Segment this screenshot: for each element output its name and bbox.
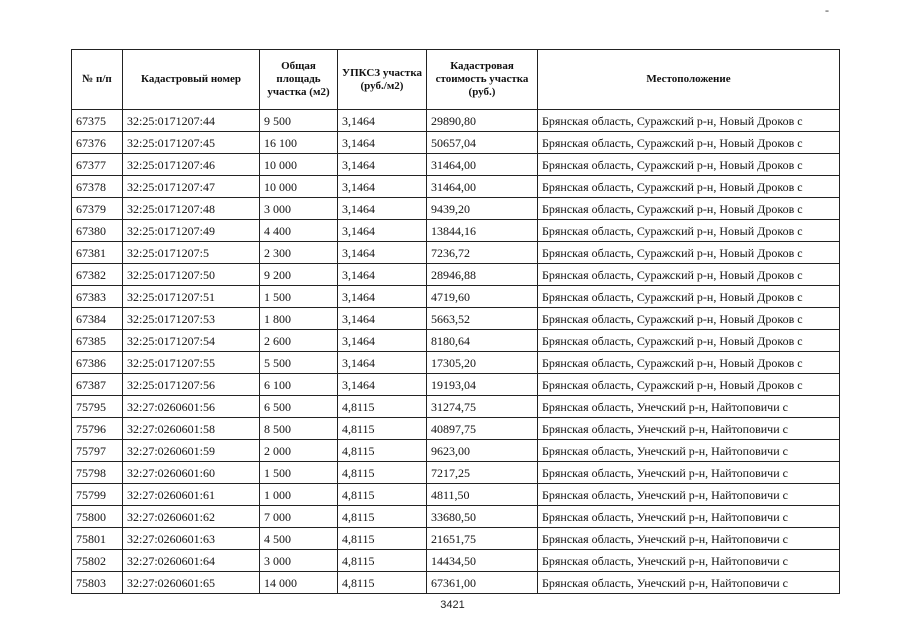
cell-value: 50657,04 xyxy=(427,132,538,154)
cell-cadastral-number: 32:25:0171207:49 xyxy=(123,220,260,242)
cell-upksz: 3,1464 xyxy=(338,308,427,330)
cell-location: Брянская область, Унечский р-н, Найтоповичи с xyxy=(538,572,840,594)
cell-upksz: 3,1464 xyxy=(338,154,427,176)
table-row xyxy=(72,154,840,176)
table-row xyxy=(72,396,840,418)
cell-location: Брянская область, Суражский р-н, Новый Дроков с xyxy=(538,242,840,264)
table-row xyxy=(72,242,840,264)
cell-row-number: 67382 xyxy=(72,264,123,286)
cell-value: 9439,20 xyxy=(427,198,538,220)
cell-row-number: 67384 xyxy=(72,308,123,330)
cell-location: Брянская область, Суражский р-н, Новый Дроков с xyxy=(538,330,840,352)
cell-cadastral-number: 32:25:0171207:45 xyxy=(123,132,260,154)
cell-area: 9 500 xyxy=(260,110,338,132)
cell-row-number: 75801 xyxy=(72,528,123,550)
cell-value: 4811,50 xyxy=(427,484,538,506)
cell-cadastral-number: 32:25:0171207:55 xyxy=(123,352,260,374)
table-row xyxy=(72,352,840,374)
table-row xyxy=(72,330,840,352)
cell-location: Брянская область, Унечский р-н, Найтоповичи с xyxy=(538,506,840,528)
cell-location: Брянская область, Суражский р-н, Новый Дроков с xyxy=(538,308,840,330)
cell-upksz: 4,8115 xyxy=(338,484,427,506)
table-row xyxy=(72,440,840,462)
cell-row-number: 75800 xyxy=(72,506,123,528)
cell-row-number: 67385 xyxy=(72,330,123,352)
table-row xyxy=(72,198,840,220)
cell-cadastral-number: 32:27:0260601:58 xyxy=(123,418,260,440)
cell-upksz: 3,1464 xyxy=(338,132,427,154)
cell-value: 33680,50 xyxy=(427,506,538,528)
cell-area: 10 000 xyxy=(260,176,338,198)
cell-area: 1 800 xyxy=(260,308,338,330)
cell-area: 2 300 xyxy=(260,242,338,264)
cell-location: Брянская область, Унечский р-н, Найтоповичи с xyxy=(538,396,840,418)
cell-value: 14434,50 xyxy=(427,550,538,572)
cell-location: Брянская область, Суражский р-н, Новый Дроков с xyxy=(538,220,840,242)
cell-area: 10 000 xyxy=(260,154,338,176)
cell-location: Брянская область, Суражский р-н, Новый Дроков с xyxy=(538,154,840,176)
cell-value: 4719,60 xyxy=(427,286,538,308)
header-upksz: УПКСЗ участка (руб./м2) xyxy=(338,50,427,110)
cell-area: 1 000 xyxy=(260,484,338,506)
table-row xyxy=(72,374,840,396)
cell-upksz: 3,1464 xyxy=(338,352,427,374)
cell-area: 4 400 xyxy=(260,220,338,242)
cell-row-number: 75796 xyxy=(72,418,123,440)
cell-area: 2 000 xyxy=(260,440,338,462)
cell-area: 8 500 xyxy=(260,418,338,440)
cell-row-number: 75797 xyxy=(72,440,123,462)
cell-cadastral-number: 32:25:0171207:47 xyxy=(123,176,260,198)
cell-row-number: 67387 xyxy=(72,374,123,396)
cell-location: Брянская область, Суражский р-н, Новый Дроков с xyxy=(538,264,840,286)
table-header-row xyxy=(72,50,840,110)
cell-cadastral-number: 32:27:0260601:56 xyxy=(123,396,260,418)
cell-cadastral-number: 32:27:0260601:64 xyxy=(123,550,260,572)
cell-value: 7236,72 xyxy=(427,242,538,264)
cell-upksz: 4,8115 xyxy=(338,440,427,462)
cell-value: 7217,25 xyxy=(427,462,538,484)
cell-upksz: 4,8115 xyxy=(338,572,427,594)
table-row xyxy=(72,264,840,286)
cell-upksz: 3,1464 xyxy=(338,264,427,286)
table-row xyxy=(72,506,840,528)
cell-area: 5 500 xyxy=(260,352,338,374)
table-row xyxy=(72,550,840,572)
cell-row-number: 75802 xyxy=(72,550,123,572)
header-cadastral-number: Кадастровый номер xyxy=(123,50,260,110)
cell-area: 2 600 xyxy=(260,330,338,352)
page-number: 3421 xyxy=(440,599,465,611)
cell-value: 9623,00 xyxy=(427,440,538,462)
cell-upksz: 3,1464 xyxy=(338,374,427,396)
cell-upksz: 3,1464 xyxy=(338,176,427,198)
cell-cadastral-number: 32:25:0171207:46 xyxy=(123,154,260,176)
cell-area: 6 500 xyxy=(260,396,338,418)
cell-cadastral-number: 32:27:0260601:61 xyxy=(123,484,260,506)
cell-area: 1 500 xyxy=(260,462,338,484)
cell-area: 9 200 xyxy=(260,264,338,286)
cell-row-number: 67377 xyxy=(72,154,123,176)
cell-upksz: 4,8115 xyxy=(338,396,427,418)
header-row-number: № п/п xyxy=(72,50,123,110)
cell-row-number: 75798 xyxy=(72,462,123,484)
cell-area: 3 000 xyxy=(260,550,338,572)
cell-upksz: 4,8115 xyxy=(338,462,427,484)
cell-cadastral-number: 32:25:0171207:53 xyxy=(123,308,260,330)
cadastral-value-table xyxy=(71,49,840,594)
cell-upksz: 3,1464 xyxy=(338,110,427,132)
cell-cadastral-number: 32:27:0260601:62 xyxy=(123,506,260,528)
cell-cadastral-number: 32:25:0171207:50 xyxy=(123,264,260,286)
cell-value: 28946,88 xyxy=(427,264,538,286)
cell-upksz: 4,8115 xyxy=(338,550,427,572)
cell-row-number: 67381 xyxy=(72,242,123,264)
cell-upksz: 4,8115 xyxy=(338,506,427,528)
cell-value: 29890,80 xyxy=(427,110,538,132)
corner-mark: - xyxy=(825,3,829,17)
cell-location: Брянская область, Суражский р-н, Новый Дроков с xyxy=(538,198,840,220)
cell-row-number: 75803 xyxy=(72,572,123,594)
cell-location: Брянская область, Унечский р-н, Найтоповичи с xyxy=(538,550,840,572)
cell-row-number: 75795 xyxy=(72,396,123,418)
cell-cadastral-number: 32:27:0260601:60 xyxy=(123,462,260,484)
cell-location: Брянская область, Унечский р-н, Найтоповичи с xyxy=(538,484,840,506)
cell-area: 3 000 xyxy=(260,198,338,220)
cell-cadastral-number: 32:25:0171207:54 xyxy=(123,330,260,352)
cell-location: Брянская область, Суражский р-н, Новый Дроков с xyxy=(538,286,840,308)
cell-area: 1 500 xyxy=(260,286,338,308)
cell-value: 67361,00 xyxy=(427,572,538,594)
cell-row-number: 67375 xyxy=(72,110,123,132)
cell-value: 31274,75 xyxy=(427,396,538,418)
cell-value: 31464,00 xyxy=(427,154,538,176)
header-total-area: Общая площадь участка (м2) xyxy=(260,50,338,110)
cell-cadastral-number: 32:25:0171207:56 xyxy=(123,374,260,396)
cell-area: 6 100 xyxy=(260,374,338,396)
cell-upksz: 3,1464 xyxy=(338,286,427,308)
cell-cadastral-number: 32:25:0171207:5 xyxy=(123,242,260,264)
cell-value: 21651,75 xyxy=(427,528,538,550)
cell-cadastral-number: 32:25:0171207:48 xyxy=(123,198,260,220)
cell-value: 17305,20 xyxy=(427,352,538,374)
cell-cadastral-number: 32:25:0171207:51 xyxy=(123,286,260,308)
cell-cadastral-number: 32:25:0171207:44 xyxy=(123,110,260,132)
table-row xyxy=(72,528,840,550)
cell-value: 13844,16 xyxy=(427,220,538,242)
cell-row-number: 67383 xyxy=(72,286,123,308)
table-row xyxy=(72,462,840,484)
cell-upksz: 3,1464 xyxy=(338,198,427,220)
cell-row-number: 67380 xyxy=(72,220,123,242)
cell-cadastral-number: 32:27:0260601:59 xyxy=(123,440,260,462)
cell-location: Брянская область, Суражский р-н, Новый Дроков с xyxy=(538,352,840,374)
cell-cadastral-number: 32:27:0260601:65 xyxy=(123,572,260,594)
cell-location: Брянская область, Унечский р-н, Найтоповичи с xyxy=(538,418,840,440)
cell-area: 4 500 xyxy=(260,528,338,550)
cell-location: Брянская область, Унечский р-н, Найтоповичи с xyxy=(538,462,840,484)
cell-cadastral-number: 32:27:0260601:63 xyxy=(123,528,260,550)
cell-location: Брянская область, Суражский р-н, Новый Дроков с xyxy=(538,374,840,396)
cell-location: Брянская область, Суражский р-н, Новый Дроков с xyxy=(538,176,840,198)
cell-area: 16 100 xyxy=(260,132,338,154)
cell-value: 31464,00 xyxy=(427,176,538,198)
cell-location: Брянская область, Суражский р-н, Новый Дроков с xyxy=(538,132,840,154)
cell-row-number: 67376 xyxy=(72,132,123,154)
cell-upksz: 3,1464 xyxy=(338,242,427,264)
table-row xyxy=(72,418,840,440)
cell-value: 8180,64 xyxy=(427,330,538,352)
cell-upksz: 3,1464 xyxy=(338,330,427,352)
cell-location: Брянская область, Унечский р-н, Найтоповичи с xyxy=(538,440,840,462)
cell-row-number: 75799 xyxy=(72,484,123,506)
cell-location: Брянская область, Суражский р-н, Новый Дроков с xyxy=(538,110,840,132)
table-row xyxy=(72,132,840,154)
table-body xyxy=(72,110,840,594)
cell-value: 40897,75 xyxy=(427,418,538,440)
table-row xyxy=(72,220,840,242)
table-row xyxy=(72,484,840,506)
cell-area: 14 000 xyxy=(260,572,338,594)
cell-row-number: 67386 xyxy=(72,352,123,374)
cell-upksz: 4,8115 xyxy=(338,418,427,440)
header-location: Местоположение xyxy=(538,50,840,110)
table-row xyxy=(72,176,840,198)
cell-value: 19193,04 xyxy=(427,374,538,396)
cell-row-number: 67378 xyxy=(72,176,123,198)
table-row xyxy=(72,286,840,308)
cell-location: Брянская область, Унечский р-н, Найтоповичи с xyxy=(538,528,840,550)
table-row xyxy=(72,308,840,330)
cell-upksz: 4,8115 xyxy=(338,528,427,550)
cell-upksz: 3,1464 xyxy=(338,220,427,242)
table-row xyxy=(72,572,840,594)
cell-value: 5663,52 xyxy=(427,308,538,330)
cell-row-number: 67379 xyxy=(72,198,123,220)
header-cadastral-value: Кадастровая стоимость участка (руб.) xyxy=(427,50,538,110)
table-row xyxy=(72,110,840,132)
cell-area: 7 000 xyxy=(260,506,338,528)
